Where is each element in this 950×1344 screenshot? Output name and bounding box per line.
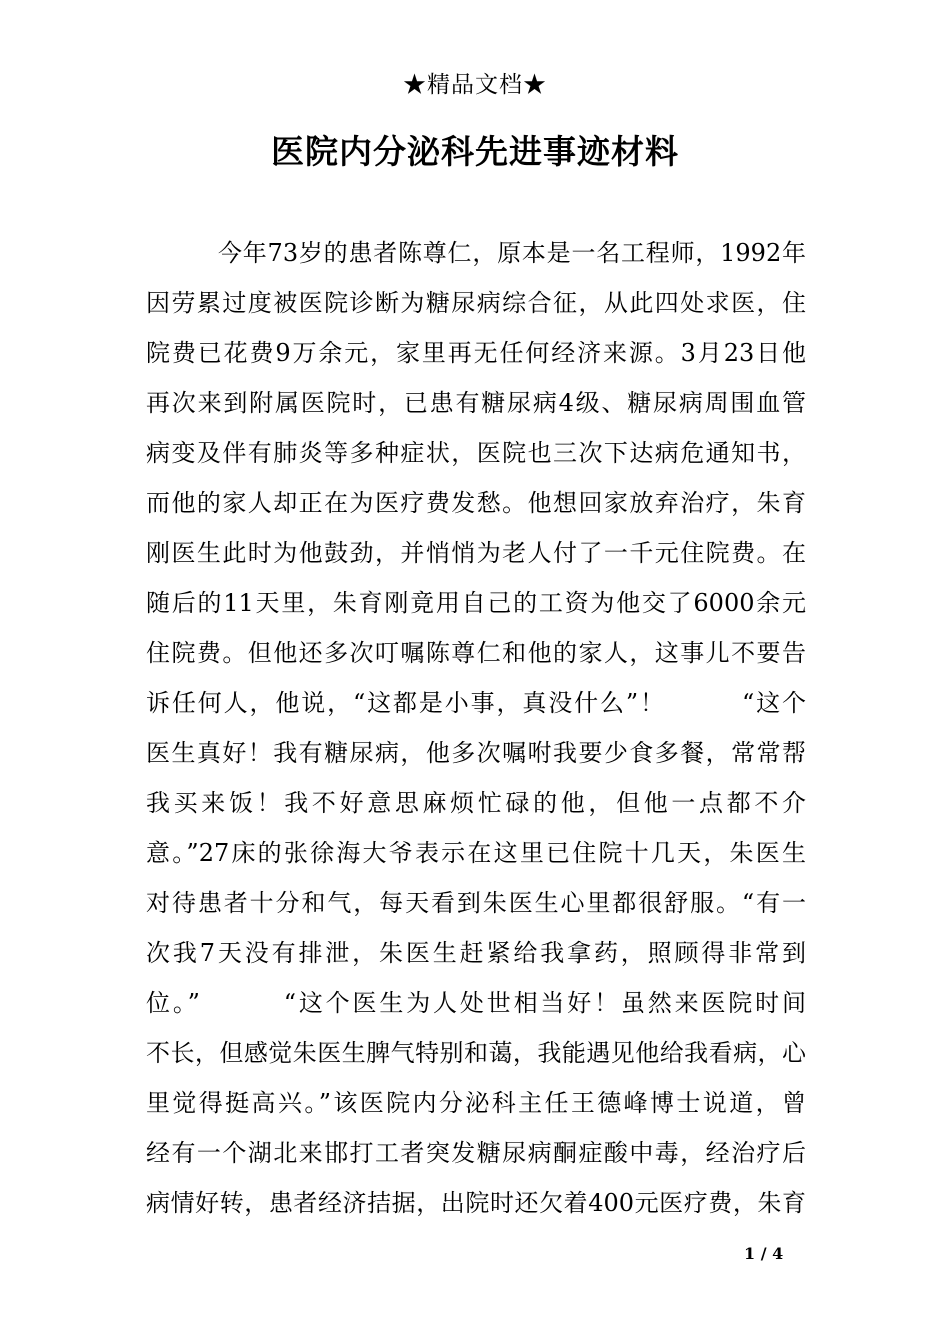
paragraph-line: 医生真好！我有糖尿病，他多次嘱咐我要少食多餐，常常帮 <box>146 739 806 767</box>
paragraph-line: 次我7天没有排泄，朱医生赶紧给我拿药，照顾得非常到 <box>146 939 806 967</box>
paragraph-line: 今年73岁的患者陈尊仁，原本是一名工程师，1992年 <box>218 239 806 267</box>
paragraph-line: 住院费。但他还多次叮嘱陈尊仁和他的家人，这事儿不要告 <box>146 639 806 667</box>
paragraph-line: 因劳累过度被医院诊断为糖尿病综合征，从此四处求医，住 <box>146 289 806 317</box>
paragraph-line: 院费已花费9万余元，家里再无任何经济来源。3月23日他 <box>146 339 806 367</box>
paragraph-line: 再次来到附属医院时，已患有糖尿病4级、糖尿病周围血管 <box>146 389 806 417</box>
paragraph-line: 病变及伴有肺炎等多种症状，医院也三次下达病危通知书， <box>146 439 806 467</box>
paragraph-line: 对待患者十分和气，每天看到朱医生心里都很舒服。“有一 <box>146 889 806 917</box>
paragraph-line: 随后的11天里，朱育刚竟用自己的工资为他交了6000余元 <box>146 589 806 617</box>
paragraph-line: 诉任何人，他说，“这都是小事，真没什么”！ “这个 <box>146 689 806 717</box>
body-paragraph <box>146 228 806 1228</box>
paragraph-line: 位。” “这个医生为人处世相当好！虽然来医院时间 <box>146 989 806 1017</box>
document-title: 医院内分泌科先进事迹材料 <box>271 132 679 171</box>
paragraph-line: 意。”27床的张徐海大爷表示在这里已住院十几天，朱医生 <box>146 839 806 867</box>
paragraph-line: 不长，但感觉朱医生脾气特别和蔼，我能遇见他给我看病，心 <box>146 1039 806 1067</box>
paragraph-line: 而他的家人却正在为医疗费发愁。他想回家放弃治疗，朱育 <box>146 489 806 517</box>
paragraph-line: 我买来饭！我不好意思麻烦忙碌的他，但他一点都不介 <box>146 789 806 817</box>
paragraph-line: 刚医生此时为他鼓劲，并悄悄为老人付了一千元住院费。在 <box>146 539 806 567</box>
page-number: 1 / 4 <box>744 1244 784 1263</box>
paragraph-line: 病情好转，患者经济拮据，出院时还欠着400元医疗费，朱育 <box>146 1189 806 1217</box>
paragraph-line: 经有一个湖北来邯打工者突发糖尿病酮症酸中毒，经治疗后 <box>146 1139 806 1167</box>
header-mark: ★精品文档★ <box>403 72 547 98</box>
paragraph-line: 里觉得挺高兴。”该医院内分泌科主任王德峰博士说道，曾 <box>146 1089 806 1117</box>
